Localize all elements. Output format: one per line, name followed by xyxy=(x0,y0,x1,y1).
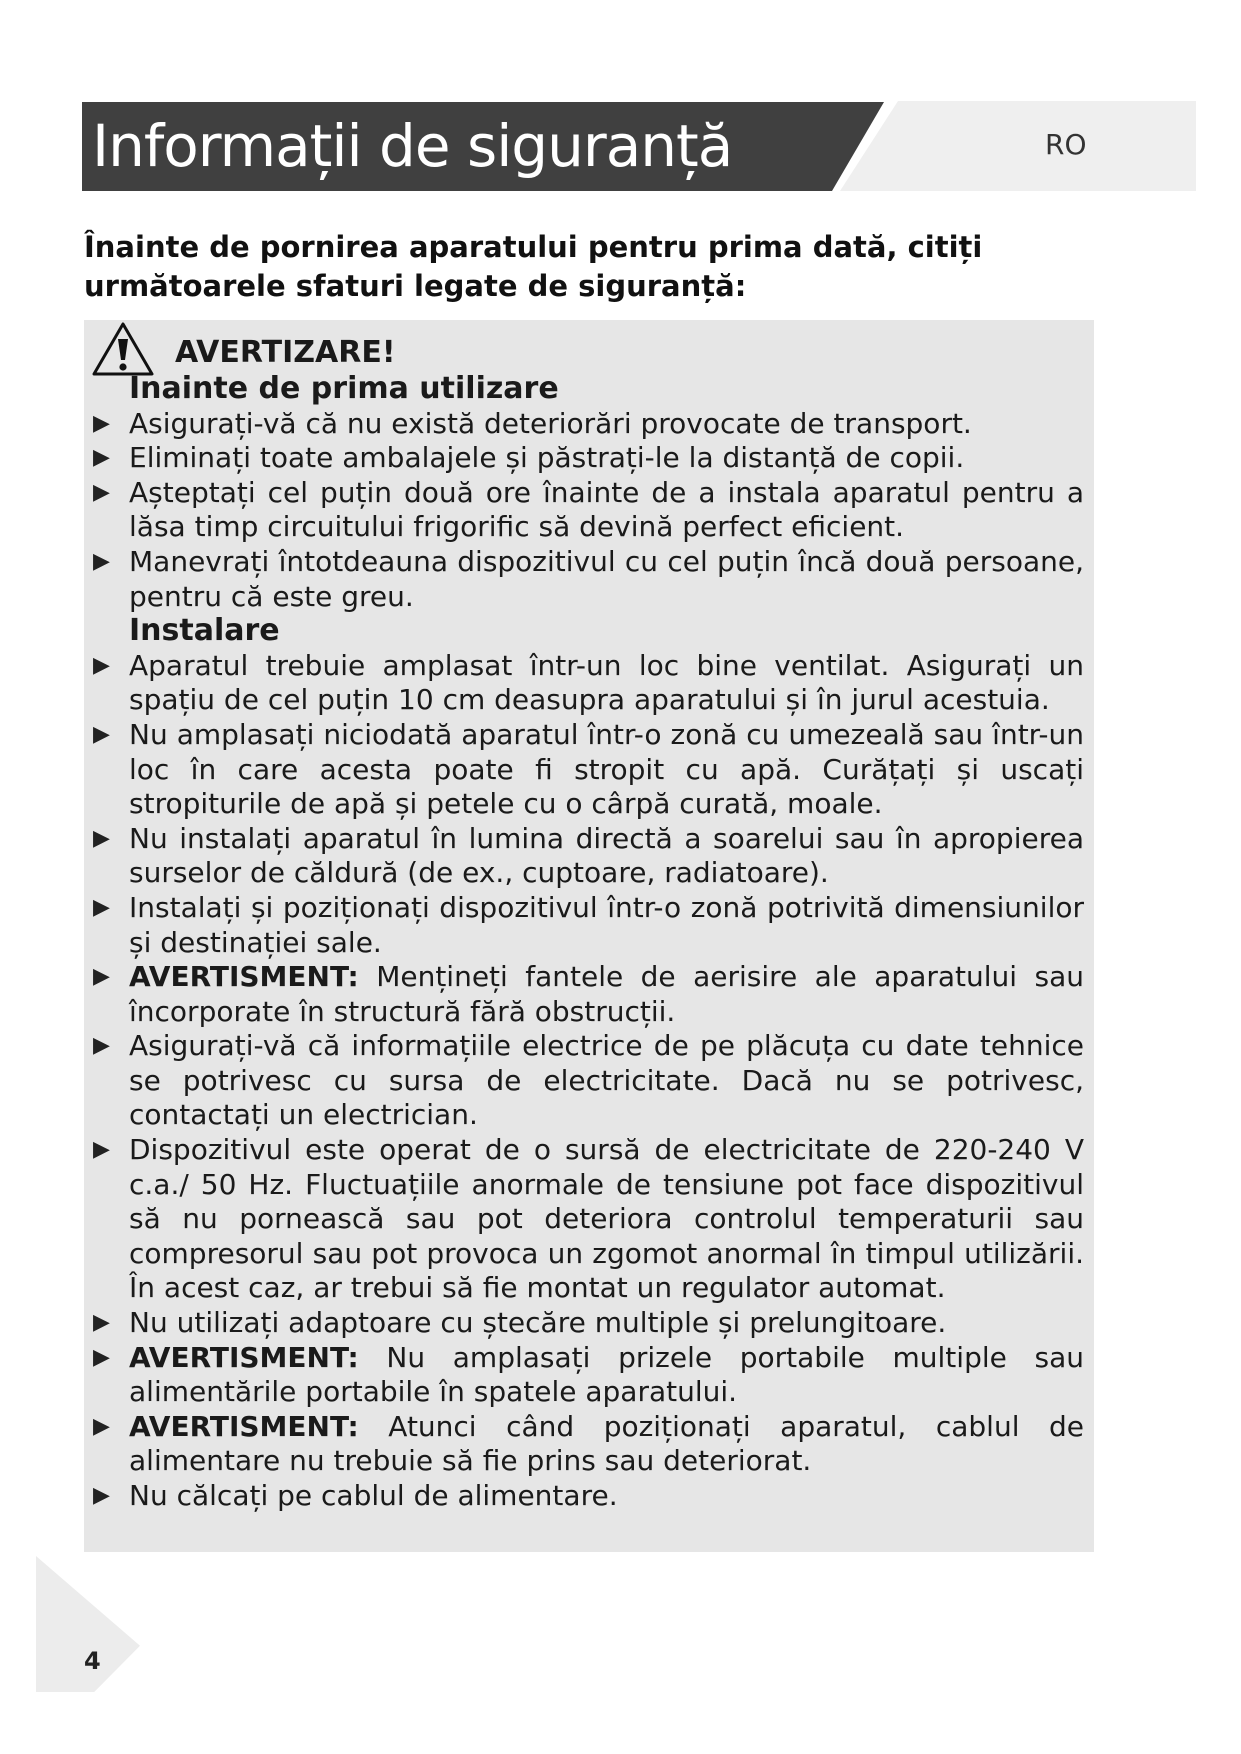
page-title: Informații de siguranță xyxy=(92,112,733,180)
warning-label: AVERTISMENT: xyxy=(129,1409,359,1443)
safety-list-item xyxy=(84,441,1094,476)
safety-list-item xyxy=(84,822,1094,891)
safety-list-item xyxy=(84,407,1094,442)
bullet-arrow-icon: ▶ xyxy=(93,1483,110,1508)
bullet-arrow-icon: ▶ xyxy=(93,548,110,574)
intro-text: Înainte de pornirea aparatului pentru prima dată, citiți următoarele sfaturi legate de siguranță: xyxy=(84,230,983,303)
safety-list-item xyxy=(84,476,1094,545)
language-code: RO xyxy=(1045,128,1087,161)
item-text: Aparatul trebuie amplasat într-un loc bine ventilat. Asigurați un spațiu de cel puțin 10 cm deasupra aparatului și în jurul acestuia. xyxy=(129,648,1084,717)
item-text: Nu amplasați niciodată aparatul într-o zonă cu umezeală sau într-un loc în care acesta poate fi stropit cu apă. Curățați și uscați stropiturile de apă și petele cu o cârpă curată, moale. xyxy=(129,717,1084,821)
safety-list-item xyxy=(84,718,1094,822)
bullet-arrow-icon: ▶ xyxy=(93,894,110,920)
bullet-arrow-icon: ▶ xyxy=(93,1344,110,1370)
header-accent-band xyxy=(840,101,1196,191)
warning-title: AVERTIZARE! xyxy=(175,335,396,370)
item-text: Dispozitivul este operat de o sursă de electricitate de 220-240 V c.a./ 50 Hz. Fluctuațiile anormale de tensiune pot face dispozitivul să nu pornească sau pot deteriora controlul temperaturii sau compresorul sau pot provoca un zgomot anormal în timpul utilizării. În acest caz, ar trebui să fie montat un regulator automat. xyxy=(129,1133,1084,1305)
item-text: Eliminați toate ambalajele și păstrați-le la distanță de copii. xyxy=(129,441,965,475)
item-text: Mențineți fantele de aerisire ale aparatului sau încorporate în structură fără obstrucții. xyxy=(129,960,1084,1028)
safety-list-item xyxy=(84,891,1094,960)
safety-list-item xyxy=(84,1029,1094,1133)
item-text: Nu călcați pe cablul de alimentare. xyxy=(129,1479,618,1512)
bullet-arrow-icon: ▶ xyxy=(93,1137,110,1163)
safety-list-item xyxy=(84,1479,1094,1514)
warning-label: AVERTISMENT: xyxy=(129,960,359,994)
item-text: Asigurați-vă că nu există deteriorări provocate de transport. xyxy=(129,406,972,440)
safety-list-item xyxy=(84,545,1094,614)
safety-list-item xyxy=(84,960,1094,1029)
safety-list-item xyxy=(84,1410,1094,1479)
warning-triangle-icon xyxy=(91,320,155,378)
section-heading: Inainte de prima utilizare xyxy=(129,371,559,406)
item-text: Nu instalați aparatul în lumina directă a soarelui sau în apropierea surselor de căldură (de ex., cuptoare, radiatoare). xyxy=(129,821,1084,890)
bullet-arrow-icon: ▶ xyxy=(93,652,110,678)
item-text: Asigurați-vă că informațiile electrice de pe plăcuța cu date tehnice se potrivesc cu sursa de electricitate. Dacă nu se potrivesc, contactați un electrician. xyxy=(129,1029,1084,1132)
bullet-arrow-icon: ▶ xyxy=(93,721,110,747)
item-text: Așteptați cel puțin două ore înainte de a instala aparatul pentru a lăsa timp circuitului frigorific să devină perfect eficient. xyxy=(129,475,1084,544)
bullet-arrow-icon: ▶ xyxy=(93,445,110,471)
section-heading: Instalare xyxy=(129,613,280,649)
bullet-arrow-icon: ▶ xyxy=(93,479,110,505)
bullet-arrow-icon: ▶ xyxy=(93,825,110,851)
item-text: Nu amplasați prizele portabile multiple sau alimentările portabile în spatele aparatului. xyxy=(129,1340,1085,1409)
item-text: Atunci când poziționați aparatul, cablul de alimentare nu trebuie să fie prins sau deteriorat. xyxy=(129,1409,1085,1478)
bullet-arrow-icon: ▶ xyxy=(93,1413,110,1439)
item-text: Manevrați întotdeauna dispozitivul cu cel puțin încă două persoane, pentru că este greu. xyxy=(129,544,1084,613)
bullet-arrow-icon: ▶ xyxy=(93,1310,110,1336)
safety-list-item xyxy=(84,1306,1094,1341)
item-text: Nu utilizați adaptoare cu ștecăre multiple și prelungitoare. xyxy=(129,1306,947,1340)
warning-box xyxy=(84,320,1094,1552)
bullet-arrow-icon: ▶ xyxy=(93,410,110,436)
bullet-arrow-icon: ▶ xyxy=(93,964,110,990)
safety-list-item xyxy=(84,1341,1094,1410)
warning-content xyxy=(84,372,1094,1514)
page-number: 4 xyxy=(84,1647,101,1675)
safety-list-item xyxy=(84,649,1094,718)
item-text: Instalați și poziționați dispozitivul într-o zonă potrivită dimensiunilor și destinației sale. xyxy=(129,890,1084,959)
warning-label: AVERTISMENT: xyxy=(129,1340,359,1374)
safety-list-item xyxy=(84,1133,1094,1306)
bullet-arrow-icon: ▶ xyxy=(93,1033,110,1059)
